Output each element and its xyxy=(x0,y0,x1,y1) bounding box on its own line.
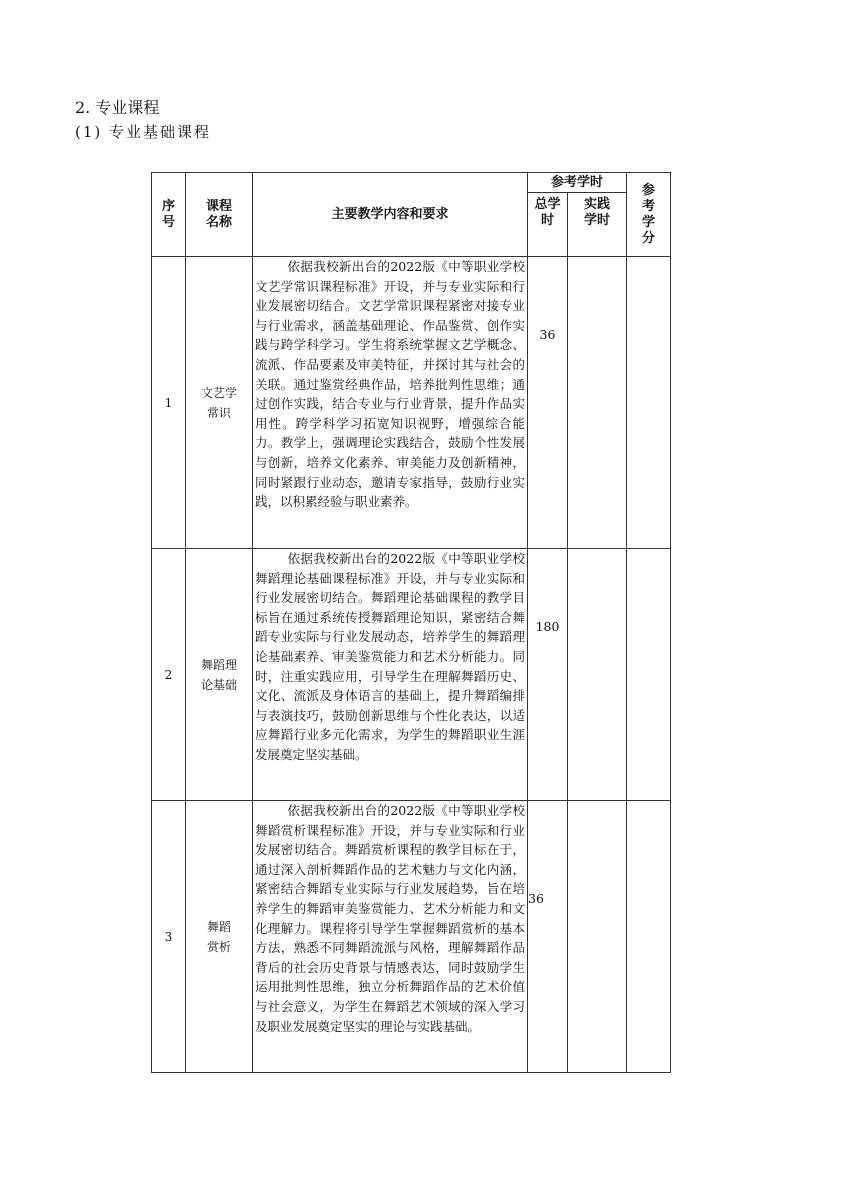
table-row xyxy=(152,257,671,549)
row-practice-hours xyxy=(568,257,627,549)
row-total-hours: 36 xyxy=(528,257,568,549)
row-total-hours: 180 xyxy=(528,549,568,801)
row-content: 依据我校新出台的2022版《中等职业学校舞蹈理论基础课程标准》开设，并与专业实际和行业发展密切结合。舞蹈理论基础课程的教学目标旨在通过系统传授舞蹈理论知识，紧密结合舞蹈专业实际与行业发展动态，培养学生的舞蹈理论基础素养、审美鉴赏能力和艺术分析能力。同时，注重实践应用，引导学生在理解舞蹈历史、文化、流派及身体语言的基础上，提升舞蹈编排与表演技巧，鼓励创新思维与个性化表达，以适应舞蹈行业多元化需求，为学生的舞蹈职业生涯发展奠定坚实基础。 xyxy=(253,549,528,801)
row-course-name: 文艺学常识 xyxy=(186,257,253,549)
header-index: 序号 xyxy=(152,173,186,257)
table-row xyxy=(152,549,671,801)
row-course-name: 舞蹈理论基础 xyxy=(186,549,253,801)
row-content: 依据我校新出台的2022版《中等职业学校文艺学常识课程标准》开设，并与专业实际和行业发展密切结合。文艺学常识课程紧密对接专业与行业需求，涵盖基础理论、作品鉴赏、创作实践与跨学科学习。学生将系统掌握文艺学概念、流派、作品要素及审美特征，并探讨其与社会的关联。通过鉴赏经典作品，培养批判性思维；通过创作实践，结合专业与行业背景，提升作品实用性。跨学科学习拓宽知识视野，增强综合能力。教学上，强调理论实践结合，鼓励个性发展与创新，培养文化素养、审美能力及创新精神，同时紧跟行业动态，邀请专家指导，鼓励行业实践，以积累经验与职业素养。 xyxy=(253,257,528,549)
row-index: 1 xyxy=(152,257,186,549)
row-credits xyxy=(627,549,671,801)
table-row xyxy=(152,801,671,1073)
header-practice-hours: 实践学时 xyxy=(568,193,627,257)
row-practice-hours xyxy=(568,549,627,801)
header-total-hours: 总学时 xyxy=(528,193,568,257)
course-table xyxy=(151,172,671,1073)
header-credits: 参考学分 xyxy=(627,173,671,257)
header-ref-hours: 参考学时 xyxy=(528,173,627,193)
row-credits xyxy=(627,257,671,549)
row-index: 2 xyxy=(152,549,186,801)
row-total-hours: 36 xyxy=(528,801,568,1073)
row-credits xyxy=(627,801,671,1073)
row-index: 3 xyxy=(152,801,186,1073)
row-practice-hours xyxy=(568,801,627,1073)
section-title: 2. 专业课程 xyxy=(75,98,160,117)
subsection-title: (1) 专业基础课程 xyxy=(75,123,212,141)
header-content: 主要教学内容和要求 xyxy=(253,173,528,257)
row-course-name: 舞蹈赏析 xyxy=(186,801,253,1073)
header-course-name: 课程名称 xyxy=(186,173,253,257)
row-content: 依据我校新出台的2022版《中等职业学校舞蹈赏析课程标准》开设，并与专业实际和行业发展密切结合。舞蹈赏析课程的教学目标在于，通过深入剖析舞蹈作品的艺术魅力与文化内涵，紧密结合舞蹈专业实际与行业发展趋势，旨在培养学生的舞蹈审美鉴赏能力、艺术分析能力和文化理解力。课程将引导学生掌握舞蹈赏析的基本方法，熟悉不同舞蹈流派与风格，理解舞蹈作品背后的社会历史背景与情感表达，同时鼓励学生运用批判性思维，独立分析舞蹈作品的艺术价值与社会意义，为学生在舞蹈艺术领域的深入学习及职业发展奠定坚实的理论与实践基础。 xyxy=(253,801,528,1073)
